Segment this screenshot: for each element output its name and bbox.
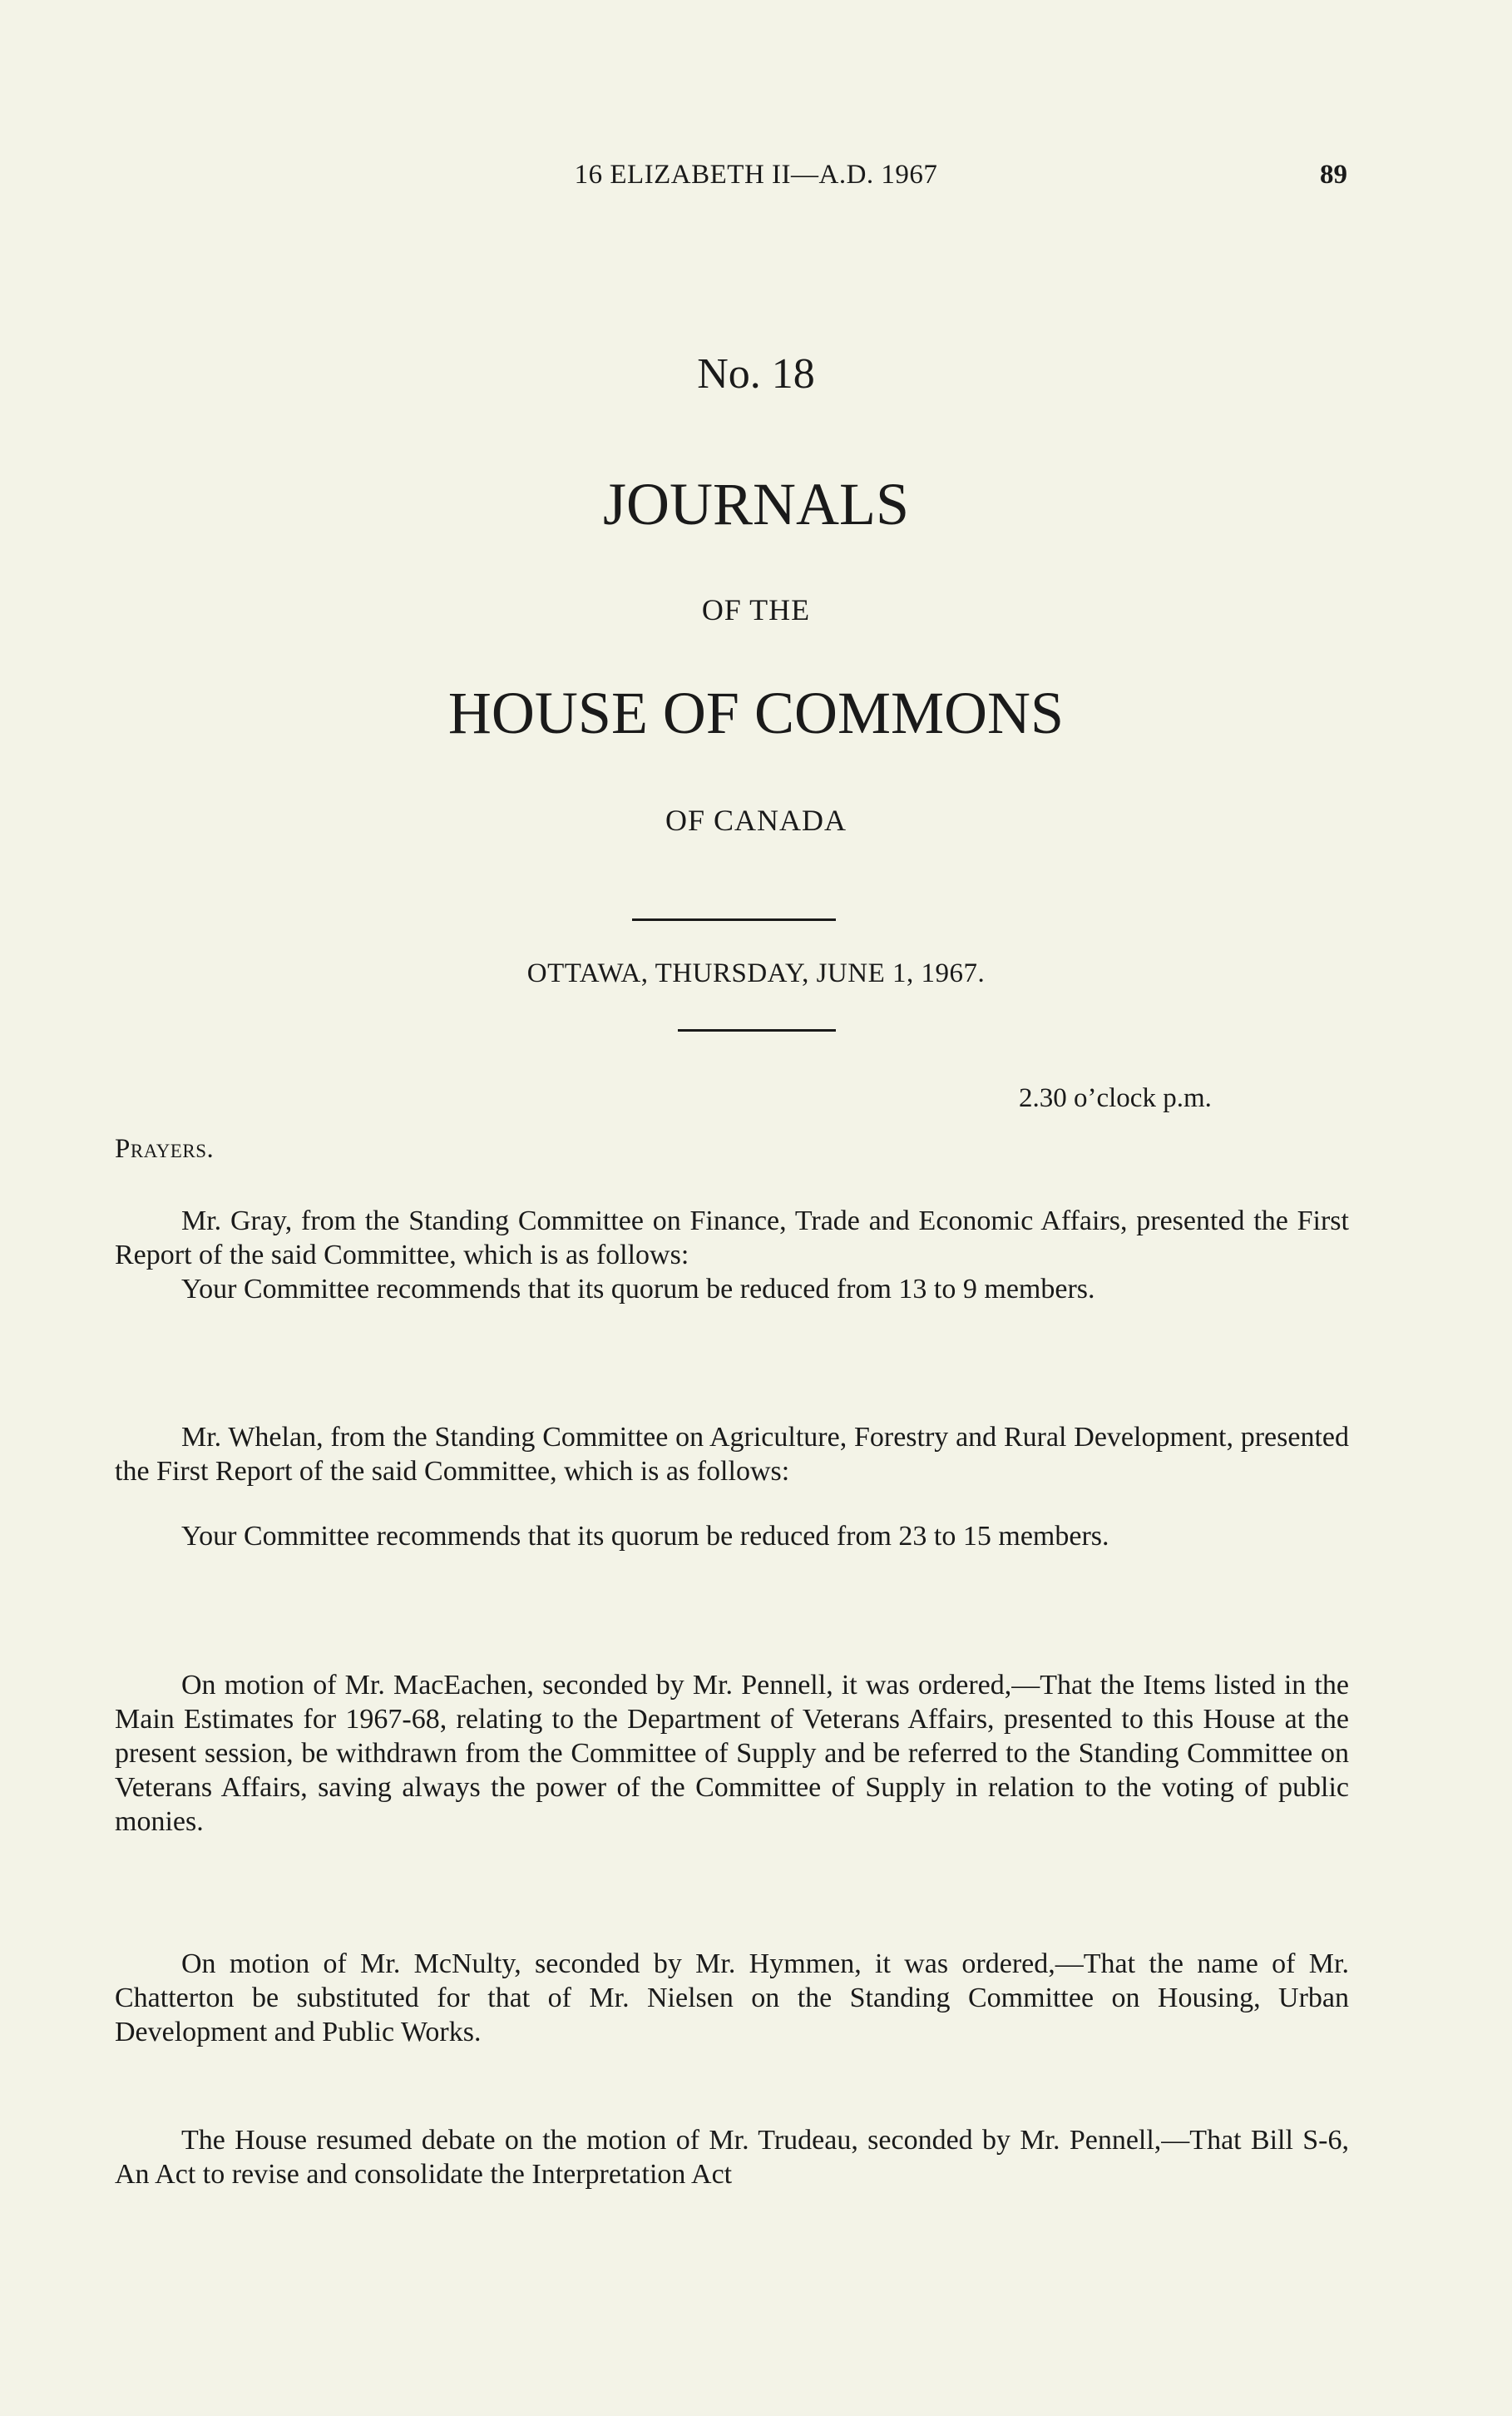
paragraph-whelan-report: Mr. Whelan, from the Standing Committee on Agriculture, Forestry and Rural Development, presented the First Report of the said Committee, which is as follows: [115, 1422, 1349, 1487]
page-number: 89 [1320, 160, 1347, 190]
paragraph-gray-quorum: Your Committee recommends that its quorum be reduced from 13 to 9 members. [181, 1274, 1095, 1305]
running-head: 16 ELIZABETH II—A.D. 1967 [574, 160, 938, 190]
paragraph-gray-report: Mr. Gray, from the Standing Committee on Finance, Trade and Economic Affairs, presented the First Report of the said Committee, which is as follows: [115, 1206, 1349, 1270]
paragraph-mcnulty-motion: On motion of Mr. McNulty, seconded by Mr. Hymmen, it was ordered,—That the name of Mr. Chatterton be substituted for that of Mr. Nielsen on the Standing Committee on Housing, Urban Development and Public Works. [115, 1948, 1349, 2047]
sitting-time: 2.30 o’clock p.m. [1019, 1083, 1212, 1113]
paragraph-trudeau-debate: The House resumed debate on the motion of Mr. Trudeau, seconded by Mr. Pennell,—That Bill S-6, An Act to revise and consolidate the Interpretation Act [115, 2125, 1349, 2190]
title-of-canada: OF CANADA [665, 804, 847, 837]
title-of-the: OF THE [701, 593, 811, 626]
paragraph-whelan-quorum: Your Committee recommends that its quorum be reduced from 23 to 15 members. [181, 1521, 1109, 1552]
prayers-heading: Prayers. [115, 1134, 215, 1164]
divider-top [632, 918, 836, 921]
title-house-of-commons: HOUSE OF COMMONS [447, 680, 1065, 746]
title-journals: JOURNALS [602, 471, 910, 537]
divider-bottom [678, 1029, 836, 1032]
paragraph-maceachen-motion: On motion of Mr. MacEachen, seconded by Mr. Pennell, it was ordered,—That the Items listed in the Main Estimates for 1967-68, relating to the Department of Veterans Affairs, presented to this House at the present session, be withdrawn from the Committee of Supply and be referred to the Standing Committee on Veterans Affairs, saving always the power of the Committee of Supply in relation to the voting of public monies. [115, 1670, 1349, 1837]
issue-number: No. 18 [697, 350, 815, 398]
sitting-date: OTTAWA, THURSDAY, JUNE 1, 1967. [526, 958, 986, 988]
